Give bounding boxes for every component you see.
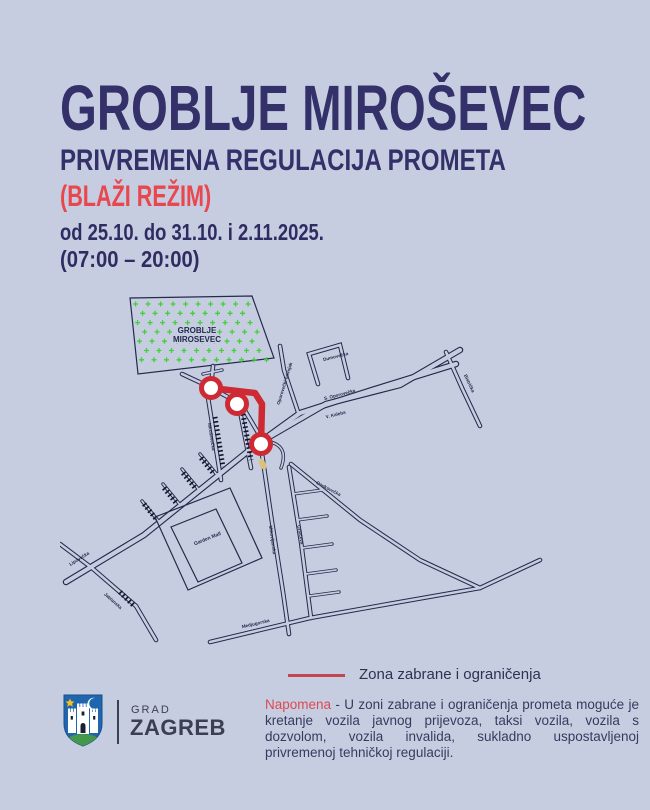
grave-cross-icon (237, 339, 242, 344)
note-lead: Napomena (265, 697, 332, 712)
street-label: V. Kaleba (325, 409, 347, 420)
street-label: Dankovečka (315, 480, 342, 498)
time-range: (07:00 – 20:00) (60, 246, 200, 272)
grave-cross-icon (233, 302, 238, 307)
grave-cross-icon (246, 302, 251, 307)
traffic-map (60, 292, 590, 664)
street-label: Lipovečka (68, 550, 91, 567)
grave-cross-icon (178, 311, 183, 316)
grave-cross-icon (189, 357, 194, 362)
zagreb-coat-of-arms (61, 692, 105, 750)
grave-cross-icon (173, 320, 178, 325)
grave-cross-icon (196, 302, 201, 307)
grave-cross-icon (232, 348, 237, 353)
street-label: Oporovečki odvojak (275, 361, 294, 406)
grave-cross-icon (142, 329, 147, 334)
poster-subtitle: PRIVREMENA REGULACIJA PROMETA (60, 144, 506, 177)
grave-cross-icon (139, 357, 144, 362)
street-label: Bistrička (462, 373, 476, 394)
note-body: - U zoni zabrane i ograničenja prometa moguće je kretanje vozila javnog prijevoza, taksi vozila, vozila s dozvolom, vozila invalida, sukladno uspostavljenoj privremenoj tehničkoj regulaciji. (265, 697, 639, 760)
grave-cross-icon (177, 357, 182, 362)
grave-cross-icon (230, 329, 235, 334)
street-label: Medjugorska (241, 617, 271, 630)
grave-cross-icon (162, 339, 167, 344)
grave-cross-icon (146, 302, 151, 307)
street-label: Oršićeva (296, 524, 305, 545)
grave-cross-icon (198, 320, 203, 325)
grave-cross-icon (152, 357, 157, 362)
grave-cross-icon (148, 320, 153, 325)
grave-cross-icon (140, 311, 145, 316)
grave-cross-icon (133, 302, 138, 307)
grave-cross-icon (202, 357, 207, 362)
grave-cross-icon (225, 339, 230, 344)
logo-org-big: ZAGREB (130, 715, 226, 740)
grave-cross-icon (185, 320, 190, 325)
grave-cross-icon (158, 302, 163, 307)
grave-cross-icon (228, 311, 233, 316)
grave-cross-icon (153, 311, 158, 316)
grave-cross-icon (150, 339, 155, 344)
grave-cross-icon (219, 348, 224, 353)
grave-cross-icon (137, 339, 142, 344)
grave-cross-icon (210, 320, 215, 325)
legend-label: Zona zabrane i ograničenja (359, 666, 541, 683)
grave-cross-icon (207, 348, 212, 353)
grave-cross-icon (242, 329, 247, 334)
buildings-hatch (201, 458, 214, 474)
grave-cross-icon (183, 302, 188, 307)
grave-cross-icon (240, 311, 245, 316)
street-label: Jablanska (103, 591, 123, 611)
street-label: Dumovečka (322, 350, 349, 363)
grave-cross-icon (165, 311, 170, 316)
grave-cross-icon (169, 348, 174, 353)
grave-cross-icon (208, 302, 213, 307)
regime-label: (BLAŽI REŽIM) (60, 180, 212, 213)
cemetery-label: MIROSEVEC (172, 335, 222, 344)
street-label: Miroševečka (206, 422, 217, 451)
grave-cross-icon (221, 302, 226, 307)
logo-org-small: GRAD (131, 704, 171, 716)
grave-cross-icon (248, 320, 253, 325)
grave-cross-icon (214, 357, 219, 362)
grave-cross-icon (160, 320, 165, 325)
grave-cross-icon (244, 348, 249, 353)
cemetery-label: GROBLJE (177, 326, 217, 335)
grave-cross-icon (167, 329, 172, 334)
route-marker (228, 395, 247, 414)
building-label: Garden Mall (193, 530, 223, 548)
grave-cross-icon (215, 311, 220, 316)
buildings-hatch (164, 488, 177, 504)
grave-cross-icon (182, 348, 187, 353)
grave-cross-icon (171, 302, 176, 307)
poster-title: GROBLJE MIROŠEVEC (60, 72, 587, 144)
route-marker (252, 435, 271, 454)
grave-cross-icon (223, 320, 228, 325)
note-paragraph (265, 697, 639, 761)
grave-cross-icon (190, 311, 195, 316)
grave-cross-icon (135, 320, 140, 325)
grave-cross-icon (257, 348, 262, 353)
grave-cross-icon (217, 329, 222, 334)
street-label: S. Oporovečka (323, 387, 356, 402)
grave-cross-icon (203, 311, 208, 316)
buildings-hatch (183, 473, 196, 489)
grave-cross-icon (235, 320, 240, 325)
logo-divider (117, 700, 119, 744)
grave-cross-icon (264, 357, 269, 362)
grave-cross-icon (155, 329, 160, 334)
route-marker (202, 379, 221, 398)
grave-cross-icon (164, 357, 169, 362)
grave-cross-icon (227, 357, 232, 362)
grave-cross-icon (250, 339, 255, 344)
date-range: od 25.10. do 31.10. i 2.11.2025. (60, 219, 324, 245)
street-label: Mihovljanska (268, 525, 277, 555)
grave-cross-icon (252, 357, 257, 362)
grave-cross-icon (194, 348, 199, 353)
grave-cross-icon (255, 329, 260, 334)
grave-cross-icon (157, 348, 162, 353)
grave-cross-icon (144, 348, 149, 353)
legend-restricted-zone-line (288, 674, 345, 677)
